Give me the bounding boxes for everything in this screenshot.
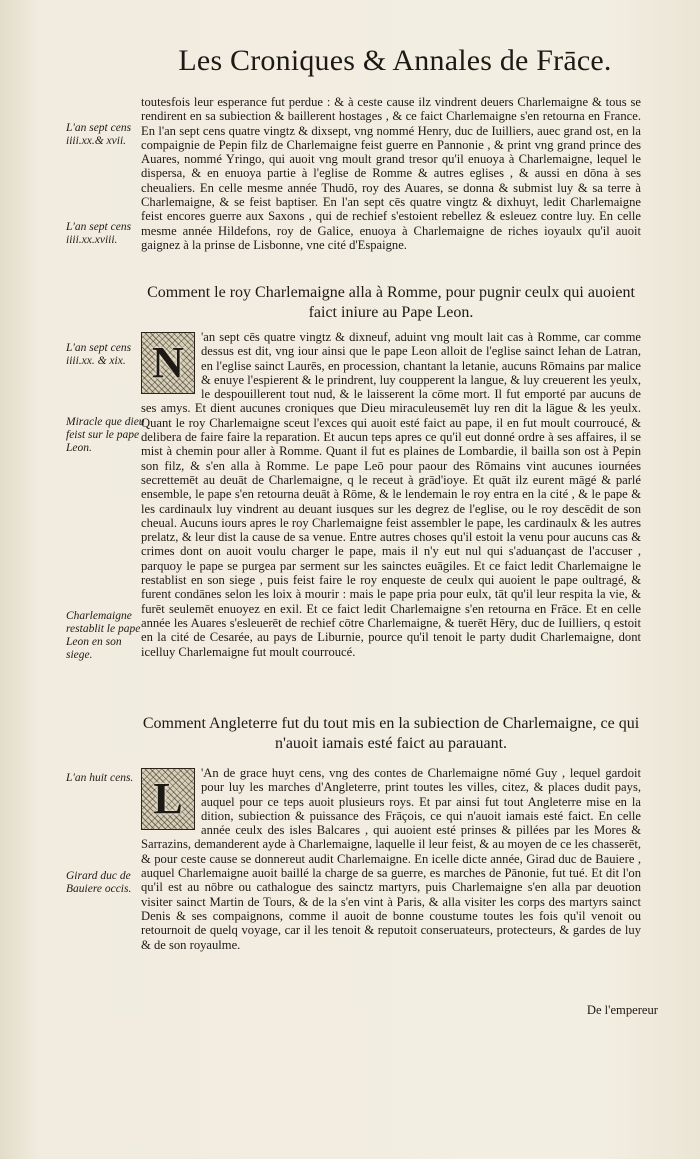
margin-note-800: L'an huit cens. (66, 772, 134, 784)
margin-note-798: L'an sept cens iiii.xx.xviii. (66, 221, 132, 246)
paragraph-text: 'An de grace huyt cens, vng des contes de Charlemaigne nōmé Guy , lequel gardoit pour luy les marches d'Angleterre, print toutes les villes, citez, & places dudit pays, auquel pour ce teps auoit plusieurs roys. Et par ainsi fut tout Angleterre mise en la dition, subiection & puissance des Frāçois, ce qui n'auoit iamais esté faict. En celle année ceulx des isles Balcares , qui auoient esté prinses & pillées par les Mores & Sarrazins, demanderent ayde à Charlemaigne, laquelle il leur feist, & au moyen de ce les chasserēt, & pour ceste cause se donnereut audit Charlemaigne. En icelle dicte année, Girad duc de Bauiere , auquel Charlemaigne auoit baillé la charge de sa guerre, es marches de Pānonie, fut tué. Et dit l'on qu'il est au nōbre ou cathalogue des sainctz martyrs, puis Charlemaigne s'en alla par deuotion visiter sainct Martin de Tours, & de la s'en vint à Paris, & alla visiter les corps des martyrs sainct Denis & ses compaignons, comme il auoit de bonne coustume toutes les fois qu'il venoit ou retournoit de quelq voyage, car il les tenoit & reputoit conseruateurs, protecteurs, & gardes de luy & de son royaulme. (141, 766, 641, 952)
initial-letter: L (153, 773, 183, 823)
ornamental-initial-l (141, 768, 195, 830)
margin-note-799: L'an sept cens iiii.xx. & xix. (66, 342, 132, 367)
margin-note-797: L'an sept cens iiii.xx.& xvii. (66, 122, 132, 147)
margin-note-miracle: Miracle que dieu feist sur le pape Leon. (66, 416, 145, 454)
ornamental-initial-n (141, 332, 195, 394)
margin-note-restablit: Charlemaigne restablit le pape Leon en son siege. (66, 610, 141, 661)
paragraph-text: toutesfois leur esperance fut perdue : & à ceste cause ilz vindrent deuers Charlemaigne & tous se rendirent en sa subiection & baillerent hostages , & ce faict Charlemaigne s'en retourna en France. En l'an sept cens quatre vingtz & dixsept, vng nommé Henry, duc de Iuilliers, auec grand ost, en la compaignie de Pepin filz de Charlemaigne feist guerre en Pannonie , & print vng grand prince des Auares, nommé Yringo, qui auoit vng moult grand tresor qu'il enuoya à Charlemaigne, lequel le dispersa, & en enuoya partie à l'eglise de Romme & autres eglises , & aussi en dōna à ses cheualiers. En celle mesme année Thudō, roy des Auares, se donna & submist luy & sa terre à Charlemaigne, & se feist baptiser. En l'an sept cēs quatre vingtz & dixhuyt, ledit Charlemaigne feist encores guerre aux Saxons , qui de rechief s'estoient rebellez & esleuez contre luy. En celle mesme année Hildefons, roy de Galice, enuoya à Charlemaigne de riches ioyaulx qu'il auoit gaignez à la prinse de Lisbonne, vne cité d'Espaigne. (141, 95, 641, 252)
initial-letter: N (152, 337, 184, 387)
paragraph-text: 'an sept cēs quatre vingtz & dixneuf, aduint vng moult lait cas à Romme, car comme dessus est dit, vng iour ainsi que le pape Leon alloit de l'eglise sainct Iehan de Latran, en l'eglise sainct Laurēs, en procession, chantant la letanie, aucuns Rōmains par malice & enuye l'espierent & le prindrent, luy coupperent la langue, & luy creuerent les yeulx, le despouillerent tout nud, & le laisserent la cōme mort. Il fut emporté par aucuns de ses amys. Et dient aucunes croniques que Dieu miraculeusemēt luy ren dit la lāgue & les yeulx. Quant le roy Charlemaigne sceut l'exces qui auoit esté faict au pape, il en fut moult courroucé, & delibera de faire faire la reparation. Et aucun teps apres ce qu'il eut donné ordre à ses affaires, il se mist à chemin pour aller à Romme. Quant il fut es plaines de Lombardie, il bailla son ost à Pepin son filz, & s'en alla à Romme. Le pape Leō pour paour des Rōmains vint aucunes iournées secrettemēt au deuāt de Charlemaigne, q le receut à grād'ioye. Et quāt ilz eurent māgé & parlé ensemble, le pape s'en retourna deuāt à Rōme, & le lendemain le roy entra en la cité , & le pape & les cardinaulx luy vindrent au deuant iusques sur les degrez de l'eglise, ou le roy descēdit de son cheual. Aucuns iours apres le roy Charlemaigne feist assembler le pape, les cardinaulx & les autres prelatz, & leur dist la cause de sa venue. Entre autres choses qu'il estoit la venu pour aucuns cas & crimes dont on auoit voulu charger le pape, mais il n'y eut nul qui s'aduançast de l'accuser , parquoy le pape se purgea par serment sur les sainctes euāgiles. Et ce faict ledit Charlemaigne le restablist en son siege , puis feist faire le roy enqueste de ceulx qui auoient le pape oultragé, & furent condānes selon les loix à mourir : mais le pape pria pour eulx, tāt qu'il leur respita la vie, & furēt seulemēt enuoyez en exil. Et ce faict ledit Charlemaigne s'en retourna en Frāce. Et en celle année les Auares s'esleuerēt de rechief cōtre Charlemaigne, & tuerēt Hēry, duc de Iuilliers, q estoit en la cité de Cesarée, au pays de Liburnie, pource qu'il tenoit le party dudit Charlemaigne, dont icelluy Charlemaigne fut moult courroucé. (141, 330, 641, 659)
page-title: Les Croniques & Annales de Frāce. (178, 44, 612, 77)
body-paragraph-2 (141, 330, 641, 710)
chapter-heading-1: Comment le roy Charlemaigne alla à Romme, pour pugnir ceulx qui auoient faict iniure au Pape Leon. (147, 284, 635, 321)
body-paragraph-3 (141, 766, 641, 998)
catchword: De l'empereur (586, 1003, 658, 1017)
chapter-heading-2: Comment Angleterre fut du tout mis en la subiection de Charlemaigne, ce qui n'auoit iamais esté faict au parauant. (142, 715, 640, 752)
body-paragraph-1 (141, 95, 641, 275)
margin-note-girard: Girard duc de Bauiere occis. (66, 870, 132, 895)
